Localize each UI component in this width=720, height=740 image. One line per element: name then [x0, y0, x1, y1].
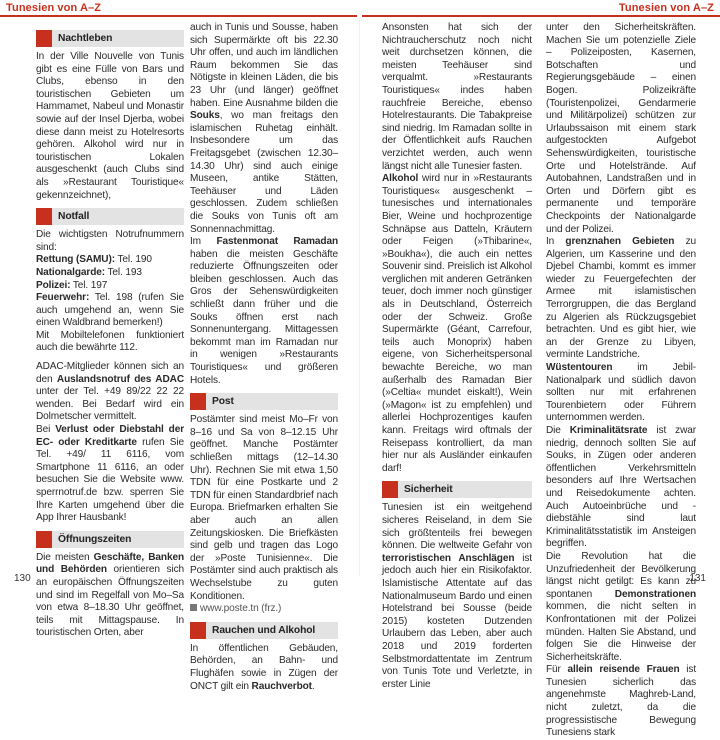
column-1: [36, 22, 184, 640]
section-header-security: [382, 481, 532, 498]
header-rule-right: [362, 15, 720, 17]
paragraph: Im Fastenmonat Ramadan haben die meisten Geschäfte reduzierte Öffnungszeiten oder bleiben geschlossen. Auch das Gros der Sehenswürdigkeiten schließt dann früher und die Souks öffnen erst nach Sonnenuntergang. Mittagessen bekommt man im Ramadan nur in wenigen »Restaurants Touristiques« und größeren Hotels.: [190, 236, 338, 386]
web-link[interactable]: www.poste.tn (frz.): [190, 603, 338, 616]
emergency-line: Feuerwehr: Tel. 198 (rufen Sie auch umgehend an, wenn Sie einen Waldbrand bemerken!): [36, 292, 184, 329]
web-link-icon: [190, 604, 197, 611]
paragraph: Die meisten Geschäfte, Banken und Behörden orientieren sich an europäischen Öffnungszeiten und sind im Regelfall von Mo–Sa von etwa 8–18.30 Uhr geöffnet, teils mit Mittagspause. In touristischen Orten, aber: [36, 551, 184, 639]
paragraph: Bei Verlust oder Diebstahl der EC- oder Kreditkarte rufen Sie Tel. +49/ 11 6116, vom Smartphone 11 6116, an oder besuchen Sie die Website www. sperrnotruf.de bzw. sperren Sie Ihre Karten umgehend über die App Ihrer Hausbank!: [36, 424, 185, 524]
section-title: Öffnungszeiten: [58, 533, 132, 545]
column-3: [382, 22, 532, 691]
paragraph: Für allein reisende Frauen ist Tunesien sicherlich das angenehmste Maghreb-Land, nicht zuletzt, da die progressistische Bewegung Tunesiens stark: [546, 664, 697, 739]
column-2: [190, 22, 338, 693]
paragraph: In grenznahen Gebieten zu Algerien, um Kasserine und den Djebel Chambi, kommt es immer wieder zu Feuergefechten der Armee mit islamistischen Terrorgruppen, die das Bergland zu Algerien als Rückzugsgebiet betrachten. Und es gibt hier, wie an der Grenze zu Libyen, verminte Landstriche.: [546, 236, 697, 361]
paragraph: auch in Tunis und Sousse, haben sich Supermärkte oft bis 22.30 Uhr offen, und auch im ländlichen Raum bekommen Sie das Nötigste in kleinen Läden, die bis 23 Uhr (und länger) geöffnet haben. Eine Ausnahme bilden die Souks, wo man freitags den islamischen Ruhetag einhält. Insbesondere um das Freitagsgebet (zwischen 12.30–14.30 Uhr) sind auch einige Museen, antike Stätten, Teehäuser und Läden geschlossen. Zudem schließen die Souks von Tunis oft am Sonnennachmittag.: [190, 22, 338, 235]
header-rule-left: [0, 15, 357, 17]
page-number-right: 131: [689, 573, 706, 584]
paragraph: Die Kriminalitätsrate ist zwar niedrig, dennoch sollten Sie auf Souks, in Zügen oder anderen öffentlichen Verkehrsmitteln besonders auf Ihre Wertsachen und Reisedokumente achten. Auch Autoeinbrüche und -diebstähle sind laut Kriminalitätsstatistik im Ansteigen begriffen.: [546, 425, 696, 550]
section-title: Rauchen und Alkohol: [212, 624, 316, 636]
section-title: Post: [212, 396, 234, 408]
paragraph: Postämter sind meist Mo–Fr von 8–16 und Sa von 8–12.15 Uhr geöffnet. Manche Postämter schließen mittags (12–14.30 Uhr). Rechnen Sie mit etwa 1,50 TDN für eine Postkarte und 2 TDN für einen Standardbrief nach Europa. Briefmarken erhalten Sie aber auch an allen Zeitungskiosken. Die Briefkästen sind gelb und tragen das Logo der »Poste Tunisienne«. Die Postämter sind auch praktisch als Wechselstube zu guten Konditionen.: [190, 414, 338, 602]
section-header-smoking: [190, 622, 338, 639]
page-gutter: [359, 20, 360, 576]
section-marker: [36, 531, 52, 548]
emergency-line: Rettung (SAMU): Tel. 190: [36, 254, 152, 266]
section-marker: [190, 393, 206, 410]
page-number-left: 130: [14, 573, 31, 584]
paragraph: Tunesien ist ein weitgehend sicheres Reiseland, in dem Sie sich größtenteils frei bewegen können. Die weltweite Gefahr von terroristischen Anschlägen ist jedoch auch hier ein Risikofaktor. Islamistische Attentate auf das Nationalmuseum Bardo und einen Hotelstrand bei Sousse (beide 2015) kosteten Dutzenden Urlaubern das Leben, aber auch 2018 und 2019 forderten Selbstmordattentate im Zentrum von Tunis Tote und Verletzte, in erster Linie: [382, 502, 532, 690]
running-head-left: Tunesien von A–Z: [6, 2, 102, 14]
paragraph: Die Revolution hat die Unzufriedenheit der Bevölkerung längst nicht getilgt: Es kann zu spontanen Demonstrationen kommen, die nicht selten in Konfrontationen mit der Polizei münden. Halten Sie Abstand, und folgen Sie die Hinweise der Sicherheitskräfte.: [546, 550, 696, 663]
emergency-line: Nationalgarde: Tel. 193: [36, 266, 142, 278]
paragraph: unter den Sicherheitskräften. Machen Sie um potenzielle Ziele – Polizeiposten, Kasernen, Botschaften und Regierungsgebäude – einen Bogen. Polizeikräfte (Touristenpolizei, Gendarmerie und Militärpolizei) schützen zur Urlaubssaison mit einem stark aufgestockten Aufgebot Sehenswürdigkeiten, touristische Orte und Hotelstrände. Auf Autobahnen, Landstraßen und in Orten und Dörfern gibt es permanente und temporäre Checkpoints der Nationalgarde und der Polizei.: [546, 22, 696, 235]
section-header-opening-hours: [36, 531, 184, 548]
section-title: Sicherheit: [404, 484, 453, 496]
paragraph: Wüstentouren im Jebil-Nationalpark und südlich davon sollten nur mit erfahrenen Tourenbietern oder Führern unternommen werden.: [546, 362, 696, 424]
paragraph: Die wichtigsten Notrufnummern sind:: [36, 229, 184, 253]
paragraph: In öffentlichen Gebäuden, Behörden, an Bahn- und Flughäfen sowie in Zügen der ONCT gilt ein Rauchverbot.: [190, 642, 338, 692]
paragraph: Mit Mobiltelefonen funktioniert auch die bewährte 112.: [36, 329, 184, 354]
section-marker: [190, 622, 206, 639]
paragraph: Alkohol wird nur in »Restaurants Touristiques« ausgeschenkt – tunesisches und internationales Bier, Weine und hochprozentige Schnäpse aus Datteln, Kräutern oder Feigen (»Thibarine«, »Boukha«), die auch ein nettes Souvenir sind. Preislich ist Alkohol verglichen mit anderen Getränken teuer, doch immer noch günstiger als in Deutschland, Österreich oder der Schweiz. Große Supermärkte (Géant, Carrefour, teils auch Monoprix) haben eigene, von Sicherheitspersonal bewachte Bereiche, wo man außerhalb des Ramadan Bier (»Celtia« mundet eiskalt!), Wein (»Magon« ist zu empfehlen) und allerlei Hochprozentiges kaufen kann. Freitags wird oftmals der Reisepass kontrolliert, da man hier nur als Ausländer einkaufen darf!: [382, 173, 532, 474]
paragraph: ADAC-Mitglieder können sich an den Auslandsnotruf des ADAC unter der Tel. +49 89/22 22 22 wenden. Bei Bedarf wird ein Dolmetscher vermittelt.: [36, 361, 184, 423]
section-marker: [36, 208, 52, 225]
column-4: [546, 22, 696, 740]
running-head-right: Tunesien von A–Z: [618, 2, 714, 14]
section-header-post: [190, 393, 338, 410]
emergency-line: Polizei: Tel. 197: [36, 279, 108, 291]
section-header-emergency: [36, 208, 184, 225]
paragraph: Ansonsten hat sich der Nichtraucherschutz noch nicht weit durchsetzen können, die meisten Teehäuser sind verqualmt. »Restaurants Touristiques« indes haben rauchfreie Bereiche, ebenso Hotelrestaurants. Die Tabakpreise sind niedrig. Im Ramadan sollte in der Öffentlichkeit aufs Rauchen verzichtet werden, auch wenn längst nicht alle Tunesier fasten.: [382, 22, 532, 172]
paragraph: In der Ville Nouvelle von Tunis gibt es eine Fülle von Bars und Clubs, ebenso in den touristischen Gebieten um Hammamet, Nabeul und Monastir sowie auf der Insel Djerba, wobei diese dann meist zu Hotelresorts gehören. Alkohol wird nur in touristischen Lokalen ausgeschenkt (auch Clubs sind als »Restaurant Touristique« gekennzeichnet),: [36, 51, 184, 201]
section-marker: [36, 30, 52, 47]
section-title: Notfall: [58, 211, 90, 223]
section-header-nightlife: [36, 30, 184, 47]
section-title: Nachtleben: [58, 33, 113, 44]
section-marker: [382, 481, 398, 498]
